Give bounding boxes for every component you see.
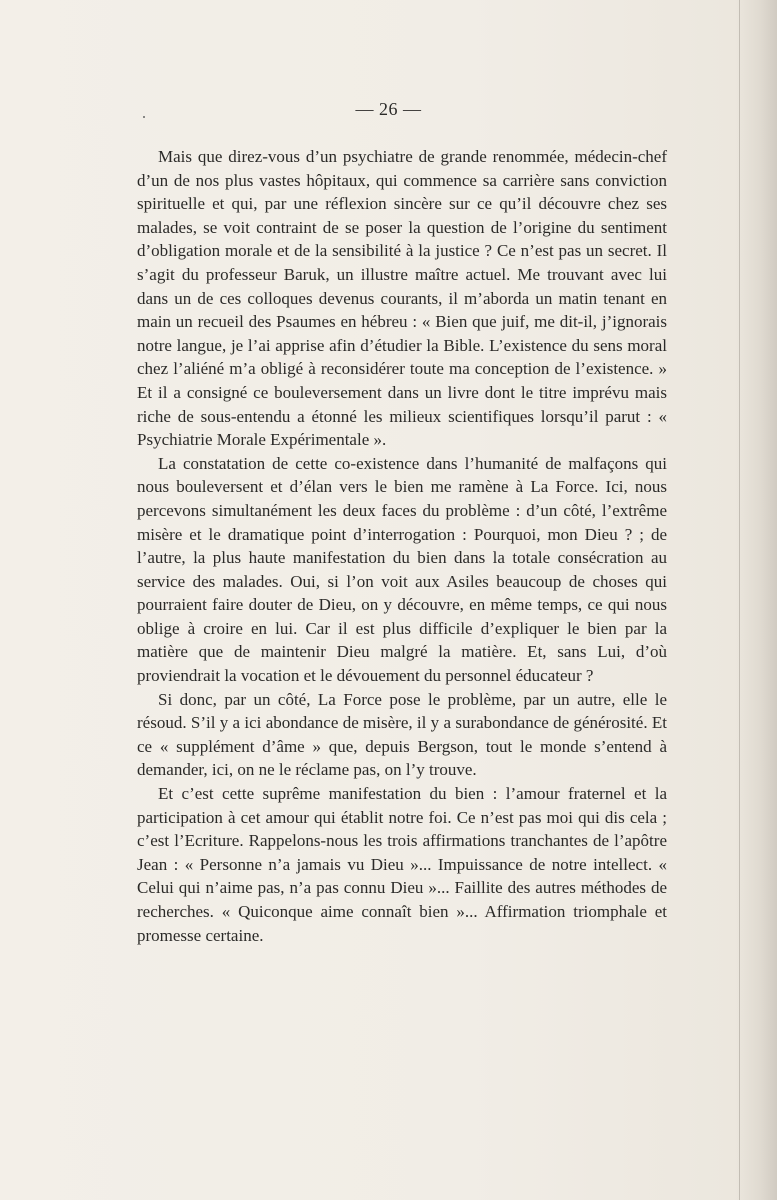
paragraph-4: Et c’est cette suprême manifestation du bien : l’amour fraternel et la participation à cet amour qui établit notre foi. Ce n’est pas moi qui dis cela ; c’est l’Ecriture. Rappelons-nous les trois affirmations tranchantes de l’apôtre Jean : « Personne n’a jamais vu Dieu »... Impuissance de notre intellect. « Celui qui n’aime pas, n’a pas connu Dieu »... Faillite des autres méthodes de recherches. « Quiconque aime connaît bien »... Affirmation triomphale et promesse certaine. bbox=[137, 784, 667, 945]
paragraph-2: La constatation de cette co-existence dans l’humanité de malfaçons qui nous bouleversent et d’élan vers le bien me ramène à La Force. Ici, nous percevons simultanément les deux faces du problème : d’un côté, l’extrême misère et le dramatique point d’interrogation : Pourquoi, mon Dieu ? ; de l’autre, la plus haute manifestation du bien dans la totale consécration au service des malades. Oui, si l’on voit aux Asiles beaucoup de choses qui pourraient faire douter de Dieu, on y découvre, en même temps, ce qui nous oblige à croire en lui. Car il est plus difficile d’expliquer le bien par la matière que de maintenir Dieu malgré la matière. Et, sans Lui, d’où proviendrait la vocation et le dévouement du personnel éducateur ? bbox=[137, 453, 667, 686]
paragraph-3: Si donc, par un côté, La Force pose le problème, par un autre, elle le résoud. S’il y a ici abondance de misère, il y a surabondance de générosité. Et ce « supplément d’âme » que, depuis Bergson, tout le monde s’entend à demander, ici, on ne le réclame pas, on l’y trouve. bbox=[137, 689, 667, 780]
paragraph-1: Mais que direz-vous d’un psychiatre de grande renommée, médecin-chef d’un de nos plus vastes hôpitaux, qui commence sa carrière sans conviction spirituelle et qui, par une réflexion sincère sur ce qu’il découvre chez ses malades, se voit contraint de se poser la question de l’origine du sentiment d’obligation morale et de la sensibilité à la justice ? Ce n’est pas un secret. Il s’agit du professeur Baruk, un illustre maître actuel. Me trouvant avec lui dans un de ces colloques devenus courants, il m’aborda un matin tenant en main un recueil des Psaumes en hébreu : « Bien que juif, me dit-il, j’ignorais notre langue, je l’ai apprise afin d’étudier la Bible. L’existence du sens moral chez l’aliéné m’a obligé à reconsidérer toute ma conception de l’existence. » Et il a consigné ce bouleversement dans un livre dont le titre imprévu mais riche de sous-entendu a étonné les milieux scientifiques lorsqu’il parut : « Psychiatrie Morale Expérimentale ». bbox=[137, 147, 667, 450]
body-text bbox=[137, 145, 667, 947]
page-number: — 26 — bbox=[355, 99, 422, 119]
page-edge-shadow bbox=[735, 0, 777, 1200]
